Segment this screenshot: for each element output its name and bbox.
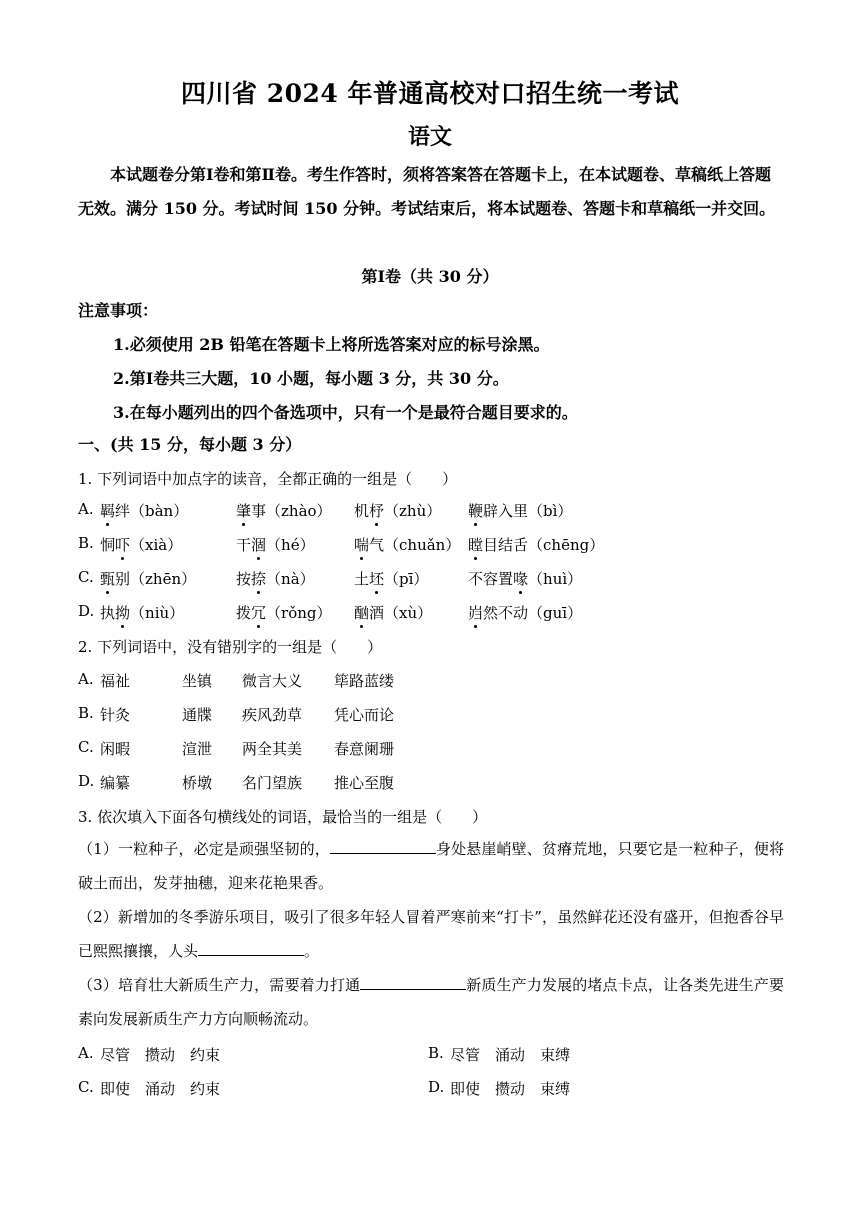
- word-text: （rǒng）: [266, 604, 332, 622]
- question-2-stem: 2. 下列词语中，没有错别字的一组是（ ）: [78, 638, 383, 656]
- question-3-sentence-3: [78, 968, 784, 1036]
- dotted-char: 捺: [251, 570, 267, 588]
- word-text: （pī）: [384, 570, 429, 588]
- word-item: 筚路蓝缕: [334, 672, 395, 690]
- word-text: 执: [100, 604, 116, 622]
- sentence-2-part-a: （2）新增加的冬季游乐项目，吸引了很多年轻人冒着严寒前来“打卡”，虽然鲜花还没有盛开，但抱香谷早已熙熙攘攘，人头: [78, 908, 784, 960]
- word-text: 绊（bàn）: [115, 502, 189, 520]
- sentence-1-part-b: 身处悬崖峭壁、贫瘠荒地，只要它是一粒种子，便将破土而出，发芽抽穗，迎来花艳果香。: [78, 840, 784, 892]
- dotted-char: 冗: [251, 604, 267, 622]
- word-item: 微言大义: [242, 672, 303, 690]
- option-text: 即使 攒动 束缚: [450, 1080, 571, 1098]
- option-label: D.: [428, 1078, 445, 1096]
- sentence-2-part-b: 。: [304, 942, 320, 960]
- word-item: 通牒: [182, 706, 213, 724]
- dotted-char: 酗: [354, 604, 370, 622]
- word-item: 闲暇: [100, 740, 131, 758]
- dotted-char: 吓: [115, 536, 131, 554]
- word-item: [468, 500, 572, 521]
- option-label: A.: [78, 500, 94, 518]
- word-text: （zhù）: [384, 502, 442, 520]
- word-item: 坐镇: [182, 672, 213, 690]
- word-item: 编纂: [100, 774, 131, 792]
- word-text: 干: [236, 536, 252, 554]
- sentence-3-part-a: （3）培育壮大新质生产力，需要着力打通: [78, 976, 361, 994]
- dotted-char: 坯: [369, 570, 385, 588]
- dotted-char: 拗: [115, 604, 131, 622]
- option-label: C.: [78, 1078, 94, 1096]
- dotted-char: 甄: [100, 570, 116, 588]
- word-item: 桥墩: [182, 774, 213, 792]
- notice-item-3: 3.在每小题列出的四个备选项中，只有一个是最符合题目要求的。: [113, 403, 578, 422]
- dotted-char: 肇: [236, 502, 252, 520]
- word-text: 目结舌（chēng）: [483, 536, 605, 554]
- word-item: 名门望族: [242, 774, 303, 792]
- word-text: 按: [236, 570, 252, 588]
- notice-item-2: 2.第Ⅰ卷共三大题，10 小题，每小题 3 分，共 30 分。: [113, 369, 509, 388]
- word-item: 疾风劲草: [242, 706, 303, 724]
- word-text: （xià）: [130, 536, 183, 554]
- sentence-3-part-b: 新质生产力发展的堵点卡点，让各类先进生产要素向发展新质生产力方向顺畅流动。: [78, 976, 784, 1028]
- dotted-char: 羁: [100, 502, 116, 520]
- word-item: [100, 534, 182, 555]
- word-text: （nà）: [266, 570, 315, 588]
- option-label: A.: [78, 670, 94, 688]
- part-1-title: 一、(共 15 分，每小题 3 分）: [78, 435, 302, 454]
- option-label: B.: [78, 704, 94, 722]
- word-text: 机: [354, 502, 370, 520]
- word-text: （hé）: [266, 536, 315, 554]
- word-item: [354, 568, 428, 589]
- fill-blank-2: [198, 941, 304, 956]
- option-label: D.: [78, 602, 95, 620]
- word-item: 推心至腹: [334, 774, 395, 792]
- dotted-char: 岿: [468, 604, 484, 622]
- word-item: [354, 534, 460, 555]
- question-3-sentence-2: [78, 900, 784, 968]
- word-item: [236, 568, 315, 589]
- option-text: 尽管 涌动 束缚: [450, 1046, 571, 1064]
- word-item: [468, 602, 582, 623]
- word-text: （huì）: [528, 570, 583, 588]
- word-item: 春意阑珊: [334, 740, 395, 758]
- dotted-char: 瞠: [468, 536, 484, 554]
- word-item: [468, 568, 582, 589]
- word-item: 凭心而论: [334, 706, 395, 724]
- word-text: 恫: [100, 536, 116, 554]
- word-text: 气（chuǎn）: [369, 536, 461, 554]
- volume-1-title: 第Ⅰ卷（共 30 分）: [361, 267, 499, 286]
- word-text: 酒（xù）: [369, 604, 433, 622]
- word-item: [100, 500, 188, 521]
- word-item: 渲泄: [182, 740, 213, 758]
- option-label: B.: [428, 1044, 444, 1062]
- question-3-stem: 3. 依次填入下面各句横线处的词语，最恰当的一组是（ ）: [78, 808, 488, 826]
- dotted-char: 涸: [251, 536, 267, 554]
- option-label: A.: [78, 1044, 94, 1062]
- notice-item-1: 1.必须使用 2B 铅笔在答题卡上将所选答案对应的标号涂黑。: [113, 335, 550, 354]
- question-1-stem: 1. 下列词语中加点字的读音，全都正确的一组是（ ）: [78, 470, 458, 488]
- dotted-char: 鞭: [468, 502, 484, 520]
- dotted-char: 喙: [513, 570, 529, 588]
- option-label: B.: [78, 534, 94, 552]
- word-text: 拨: [236, 604, 252, 622]
- option-label: C.: [78, 568, 94, 586]
- exam-instructions: 本试题卷分第Ⅰ卷和第Ⅱ卷。考生作答时，须将答案答在答题卡上，在本试题卷、草稿纸上答题无效。满分 150 分。考试时间 150 分钟。考试结束后，将本试题卷、答题卡和草稿纸一并交回。: [78, 165, 776, 218]
- exam-subject: 语文: [407, 124, 452, 150]
- word-item: [236, 534, 315, 555]
- option-label: C.: [78, 738, 94, 756]
- word-text: 辟入里（bì）: [483, 502, 573, 520]
- word-text: （niù）: [130, 604, 185, 622]
- word-item: [236, 602, 332, 623]
- word-item: [236, 500, 332, 521]
- notice-title: 注意事项：: [78, 301, 159, 320]
- word-item: [354, 602, 432, 623]
- word-text: 别（zhēn）: [115, 570, 197, 588]
- exam-title: 四川省 2024 年普通高校对口招生统一考试: [181, 79, 679, 108]
- dotted-char: 杼: [369, 502, 385, 520]
- fill-blank-1: [330, 839, 436, 854]
- sentence-1-part-a: （1）一粒种子，必定是顽强坚韧的，: [78, 840, 330, 858]
- word-text: 事（zhào）: [251, 502, 332, 520]
- word-item: 针灸: [100, 706, 131, 724]
- option-label: D.: [78, 772, 95, 790]
- dotted-char: 喘: [354, 536, 370, 554]
- word-item: 两全其美: [242, 740, 303, 758]
- fill-blank-3: [360, 975, 466, 990]
- question-3-sentence-1: [78, 832, 784, 900]
- word-text: 不容置: [468, 570, 514, 588]
- option-text: 即使 涌动 约束: [100, 1080, 221, 1098]
- word-item: [468, 534, 604, 555]
- word-item: [354, 500, 441, 521]
- option-text: 尽管 攒动 约束: [100, 1046, 221, 1064]
- word-item: 福祉: [100, 672, 131, 690]
- word-item: [100, 568, 196, 589]
- word-text: 土: [354, 570, 370, 588]
- word-text: 然不动（guī）: [483, 604, 583, 622]
- word-item: [100, 602, 184, 623]
